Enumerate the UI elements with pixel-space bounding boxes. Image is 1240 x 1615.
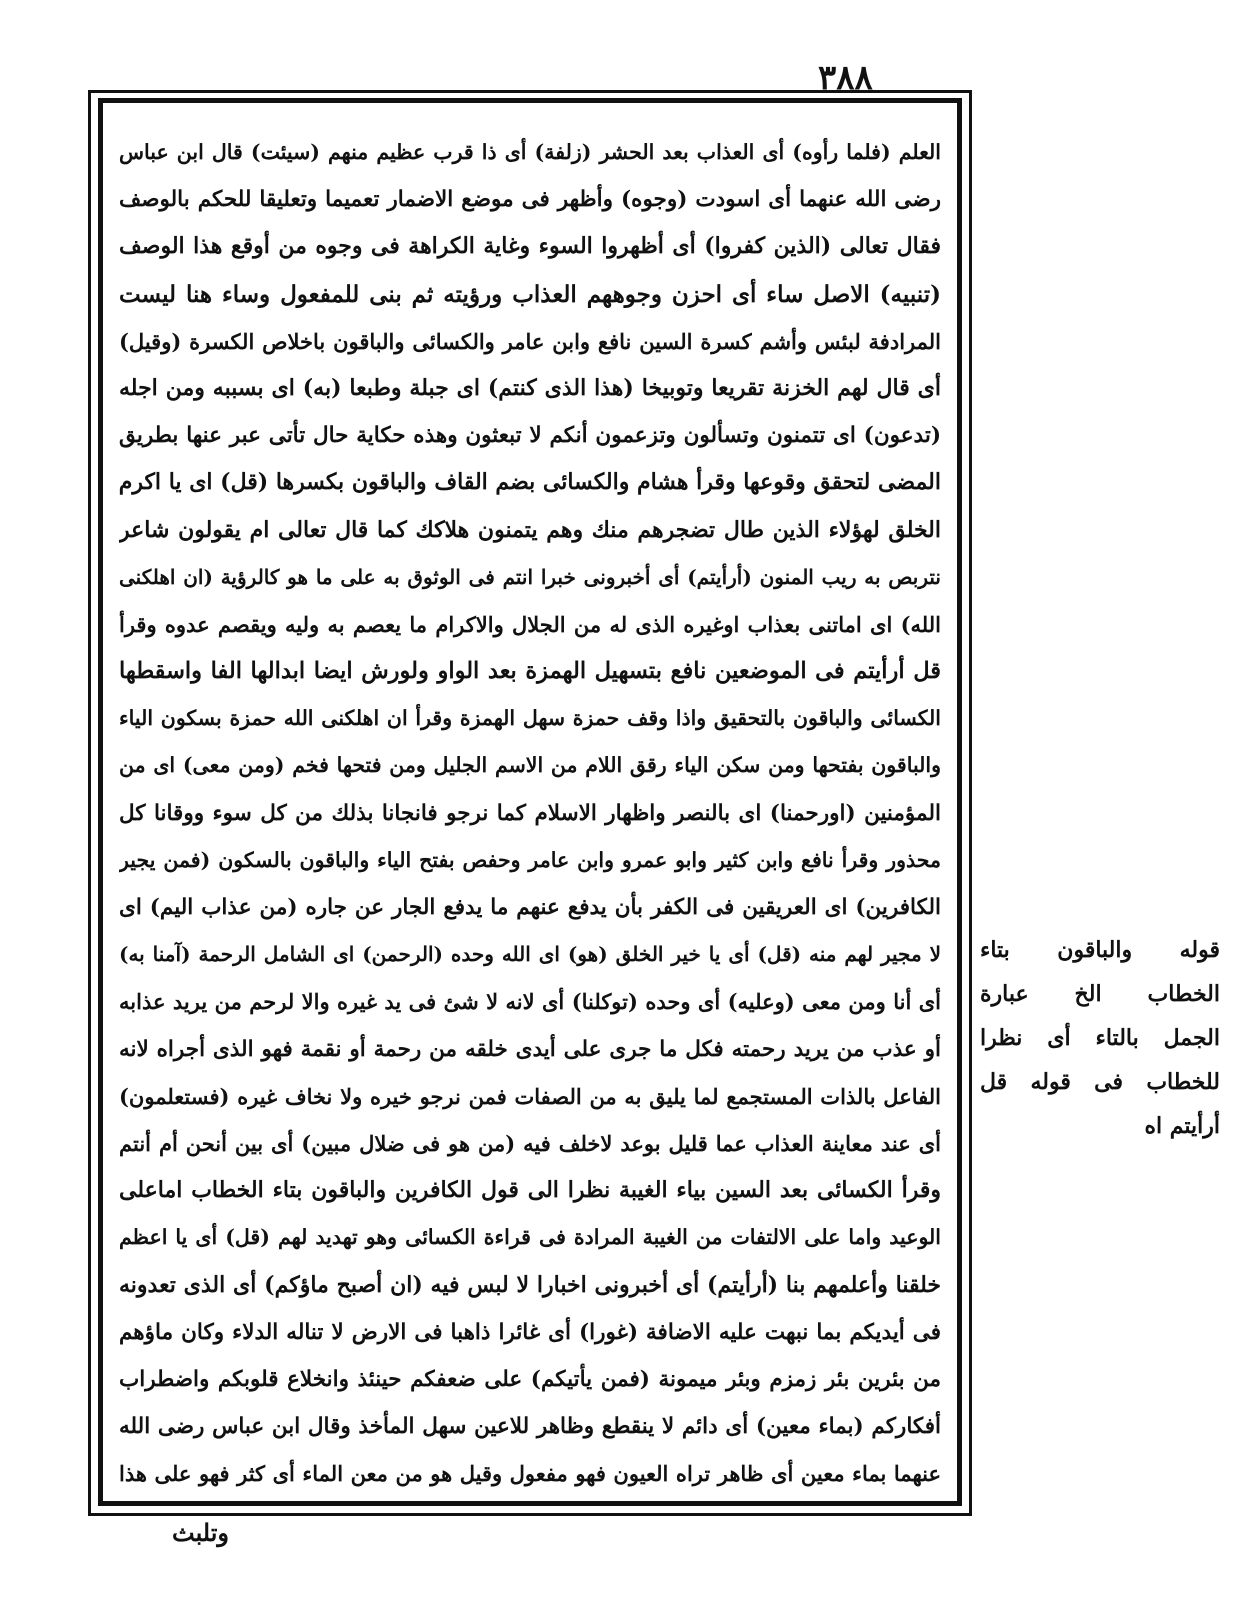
text-line: الله) اى اماتنى بعذاب اوغيره الذى له من الجلال والاكرام ما يعصم به وليه ويقصم عدوه وقرأ	[119, 611, 941, 637]
text-line: الخلق لهؤلاء الذين طال تضجرهم منك وهم يتمنون هلاكك كما قال تعالى ام يقولون شاعر	[119, 516, 941, 543]
text-line: من بئرين بئر زمزم وبئر ميمونة (فمن يأتيكم) على ضعفكم حينئذ وانخلاع قلوبكم واضطراب	[119, 1366, 941, 1392]
text-line: الكافرين) اى العريقين فى الكفر بأن يدفع عنهم ما يدفع الجار عن جاره (من عذاب اليم) اى	[119, 895, 941, 920]
text-line: قل أرأيتم فى الموضعين نافع بتسهيل الهمزة بعد الواو ولورش ايضا ابدالها الفا واسقطها	[119, 658, 941, 685]
text-line: نتربص به ريب المنون (أرأيتم) أى أخبرونى خبرا انتم فى الوثوق به على ما هو كالرؤية (ان اهلكنى	[119, 564, 941, 589]
text-line: فى أيديكم بما نبهت عليه الاضافة (غورا) أى غائرا ذاهبا فى الارض لا تناله الدلاء وكان ماؤهم	[119, 1319, 941, 1345]
main-text-frame	[98, 98, 962, 1506]
text-line: أى عند معاينة العذاب عما قليل بوعد لاخلف فيه (من هو فى ضلال مبين) أى بين أنحن أم أنتم	[119, 1130, 941, 1156]
main-text-block	[119, 129, 941, 1506]
text-line: لا مجير لهم منه (قل) أى يا خير الخلق (هو) اى الله وحده (الرحمن) اى الشامل الرحمة (آمنا به)	[119, 942, 941, 967]
margin-note-line: الخطاب الخ عبارة	[980, 981, 1220, 1007]
text-line: المرادفة لبئس وأشم كسرة السين نافع وابن عامر والكسائى والباقون باخلاص الكسرة (وقيل)	[119, 328, 941, 354]
text-line: (تنبيه) الاصل ساء أى احزن وجوههم العذاب ورؤيته ثم بنى للمفعول وساء هنا ليست	[119, 280, 941, 308]
text-line: أو عذب من يريد رحمته فكل ما جرى على أيدى خلقه من رحمة أو نقمة فهو الذى أجراه لانه	[119, 1036, 941, 1062]
text-line: الفاعل بالذات المستجمع لما يليق به من الصفات فمن نرجو خيره ولا نخاف غيره (فستعلمون)	[119, 1083, 941, 1109]
text-line: أى قال لهم الخزنة تقريعا وتوبيخا (هذا الذى كنتم) اى جبلة وطبعا (به) اى بسببه ومن اجله	[119, 374, 941, 401]
text-line: وقرأ الكسائى بعد السين بياء الغيبة نظرا الى قول الكافرين والباقون بتاء الخطاب اماعلى	[119, 1177, 941, 1204]
text-line: أفكاركم (بماء معين) أى دائم لا ينقطع وظاهر للاعين سهل المأخذ وقال ابن عباس رضى الله	[119, 1414, 941, 1440]
text-line: خلقنا وأعلمهم بنا (أرأيتم) أى أخبرونى اخبارا لا لبس فيه (ان أصبح ماؤكم) أى الذى تعدونه	[119, 1271, 941, 1298]
catchword: وتلبث	[172, 1518, 230, 1547]
text-line: المؤمنين (اورحمنا) اى بالنصر واظهار الاسلام كما نرجو فانجانا بذلك من كل سوء ووقانا كل	[119, 800, 941, 826]
margin-note	[980, 928, 1220, 1148]
text-line: محذور وقرأ نافع وابن كثير وابو عمرو وابن عامر وحفص بفتح الياء والباقون بالسكون (فمن يجير	[119, 847, 941, 872]
margin-note-line: للخطاب فى قوله قل	[980, 1069, 1220, 1095]
text-line: العلم (فلما رأوه) أى العذاب بعد الحشر (زلفة) أى ذا قرب عظيم منهم (سيئت) قال ابن عباس	[119, 140, 941, 164]
text-line: أى أنا ومن معى (وعليه) أى وحده (توكلنا) أى لانه لا شئ فى يد غيره والا لرحم من يريد عذابه	[119, 989, 941, 1015]
margin-note-line: الجمل بالتاء أى نظرا	[980, 1025, 1220, 1051]
text-line: الوعيد واما على الالتفات من الغيبة المرادة فى قراءة الكسائى وهو تهديد لهم (قل) أى يا اعظم	[119, 1225, 941, 1250]
text-line: رضى الله عنهما أى اسودت (وجوه) وأظهر فى موضع الاضمار تعميما وتعليقا للحكم بالوصف	[119, 187, 941, 213]
text-line: (تدعون) اى تتمنون وتسألون وتزعمون أنكم لا تبعثون وهذه حكاية حال تأتى عبر عنها بطريق	[119, 423, 941, 449]
text-line: والباقون بفتحها ومن سكن الياء رقق اللام من الاسم الجليل ومن فتحها فخم (ومن معى) اى من	[119, 753, 941, 778]
text-line: الكسائى والباقون بالتحقيق واذا وقف حمزة سهل الهمزة وقرأ ان اهلكنى الله حمزة بسكون الياء	[119, 706, 941, 731]
text-line	[119, 1497, 941, 1506]
margin-note-line: قوله والباقون بتاء	[980, 937, 1220, 963]
text-line: المضى لتحقق وقوعها وقرأ هشام والكسائى بضم القاف والباقون بكسرها (قل) اى يا اكرم	[119, 469, 941, 496]
text-line: فقال تعالى (الذين كفروا) أى أظهروا السوء وغاية الكراهة فى وجوه من أوقع هذا الوصف	[119, 233, 941, 260]
page-number: ٣٨٨	[818, 58, 873, 98]
margin-note-line: أرأيتم اه	[1144, 1113, 1220, 1139]
text-line: عنهما بماء معين أى ظاهر تراه العيون فهو مفعول وقيل هو من معن الماء أى كثر فهو على هذا	[119, 1461, 941, 1487]
